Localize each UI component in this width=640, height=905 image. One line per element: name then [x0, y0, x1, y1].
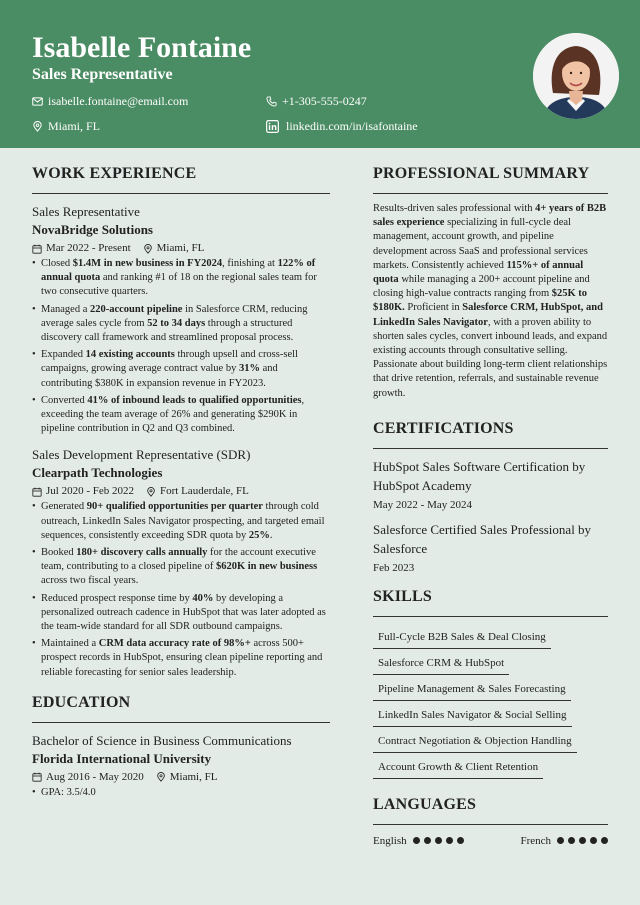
proficiency-dot	[424, 837, 431, 844]
proficiency-dot	[435, 837, 442, 844]
certification-name: Salesforce Certified Sales Professional by Salesforce	[373, 521, 592, 556]
skill-tag: Full-Cycle B2B Sales & Deal Closing	[373, 625, 551, 649]
right-column	[373, 160, 608, 847]
work-experience-list	[32, 202, 330, 680]
language-level-dots	[413, 837, 464, 844]
skills-heading: SKILLS	[373, 583, 608, 617]
education-meta	[32, 770, 330, 785]
proficiency-dot	[446, 837, 453, 844]
company-name: NovaBridge Solutions	[32, 222, 153, 237]
proficiency-dot	[413, 837, 420, 844]
proficiency-dot	[590, 837, 597, 844]
job-role: Sales Representative	[32, 204, 140, 219]
resume-header	[0, 0, 640, 148]
calendar-icon	[32, 244, 42, 254]
calendar-icon	[32, 487, 42, 497]
work-experience-heading: WORK EXPERIENCE	[32, 160, 330, 194]
degree: Bachelor of Science in Business Communications	[32, 732, 292, 748]
left-column	[32, 160, 330, 803]
job-role: Sales Development Representative (SDR)	[32, 447, 251, 463]
job-bullet: • Managed a 220-account pipeline in Salesforce CRM, reducing average sales cycle from 52 to 34 days through a structured discovery call framework and streamlined proposal process.	[32, 303, 330, 346]
email-contact[interactable]	[32, 93, 188, 109]
linkedin-text: linkedin.com/in/isafontaine	[286, 119, 418, 133]
job-meta	[32, 241, 330, 256]
company-name: Clearpath Technologies	[32, 465, 163, 481]
job-bullet: • Reduced prospect response time by 40% by developing a personalized outreach cadence in HubSpot that was later adopted as the team-wide standard for all SDR outbound campaigns.	[32, 592, 330, 635]
linkedin-icon	[266, 120, 279, 133]
location-pin-icon	[156, 772, 166, 782]
job-bullets	[32, 500, 330, 679]
languages-heading: LANGUAGES	[373, 791, 608, 825]
job-bullets	[32, 257, 330, 436]
certifications-heading: CERTIFICATIONS	[373, 415, 608, 449]
proficiency-dot	[601, 837, 608, 844]
proficiency-dot	[579, 837, 586, 844]
phone-contact[interactable]	[266, 93, 367, 109]
professional-summary-text: Results-driven sales professional with 4+ years of B2B sales experience specializing in full-cycle deal management, account growth, and pipeline development across SaaS and professional services markets. Consistently achieved 115%+ of annual quota while managing a 200+ account pipeline and closing high-value contracts ranging from $25K to $180K. Proficient in Salesforce CRM, HubSpot, and LinkedIn Sales Navigator, with a proven ability to shorten sales cycles, convert inbound leads, and expand existing accounts through consultative selling. Passionate about building long-term client relationships that drive retention, referrals, and sustainable revenue growth.	[373, 203, 608, 399]
phone-icon	[266, 96, 277, 107]
location-pin-icon	[32, 121, 43, 132]
email-text: isabelle.fontaine@email.com	[48, 94, 189, 108]
education-dates: Aug 2016 - May 2020	[46, 770, 144, 783]
candidate-name: Isabelle Fontaine	[32, 31, 252, 64]
job-dates: Jul 2020 - Feb 2022	[46, 485, 134, 498]
language-level-dots	[557, 837, 608, 844]
calendar-icon	[32, 772, 42, 782]
language-name: French	[520, 834, 551, 847]
location-pin-icon	[143, 244, 153, 254]
location-contact	[32, 118, 100, 134]
job-bullet: • Converted 41% of inbound leads to qualified opportunities, exceeding the team average of 26% and generating $290K in pipeline contribution in Q2 and Q3 combined.	[32, 394, 330, 437]
school-name: Florida International University	[32, 750, 212, 766]
phone-text: +1-305-555-0247	[282, 94, 367, 108]
skill-tag: Contract Negotiation & Objection Handling	[373, 729, 577, 753]
mail-icon	[32, 96, 43, 107]
job-bullet: • Expanded 14 existing accounts through upsell and cross-sell campaigns, growing average contract value by 31% and contributing $380K in expansion revenue in FY2023.	[32, 348, 330, 391]
skills-list	[373, 625, 608, 781]
languages-list	[373, 835, 608, 847]
job-location: Fort Lauderdale, FL	[160, 485, 249, 498]
work-entry	[32, 445, 330, 679]
job-meta	[32, 484, 330, 499]
candidate-title: Sales Representative	[32, 66, 173, 83]
skill-tag: Pipeline Management & Sales Forecasting	[373, 677, 571, 701]
language-item	[373, 835, 464, 847]
skill-tag: Account Growth & Client Retention	[373, 755, 543, 779]
proficiency-dot	[568, 837, 575, 844]
certification-date: Feb 2023	[373, 561, 415, 574]
location-text: Miami, FL	[48, 119, 101, 133]
education-heading: EDUCATION	[32, 689, 330, 723]
job-bullet: • Closed $1.4M in new business in FY2024, finishing at 122% of annual quota and ranking #1 of 18 on the regional sales team for two consecutive quarters.	[32, 257, 330, 300]
education-entry	[32, 731, 330, 800]
linkedin-contact[interactable]	[266, 118, 418, 134]
proficiency-dot	[457, 837, 464, 844]
certification-name: HubSpot Sales Software Certification by HubSpot Academy	[373, 458, 586, 493]
portrait-image	[533, 33, 619, 119]
profile-photo	[533, 33, 619, 119]
work-entry	[32, 202, 330, 436]
proficiency-dot	[557, 837, 564, 844]
job-bullet: • Generated 90+ qualified opportunities per quarter through cold outreach, LinkedIn Sales Navigator prospecting, and targeted email sequences, consistently exceeding SDR quota by 25%.	[32, 500, 330, 543]
education-location: Miami, FL	[169, 770, 218, 783]
job-bullet: • Maintained a CRM data accuracy rate of 98%+ across 500+ prospect records in HubSpot, ensuring clean pipeline reporting and reliable forecasting for senior sales leadership.	[32, 637, 330, 680]
language-name: English	[373, 834, 407, 847]
job-location: Miami, FL	[156, 242, 205, 254]
certification-date: May 2022 - May 2024	[373, 498, 472, 511]
location-pin-icon	[146, 487, 156, 497]
certifications-list	[373, 457, 608, 576]
skill-tag: Salesforce CRM & HubSpot	[373, 651, 509, 675]
professional-summary-heading: PROFESSIONAL SUMMARY	[373, 160, 608, 194]
job-bullet: • Booked 180+ discovery calls annually for the account executive team, contributing to a closed pipeline of $620K in new business across two fiscal years.	[32, 546, 330, 589]
skill-tag: LinkedIn Sales Navigator & Social Selling	[373, 703, 572, 727]
language-item	[520, 835, 608, 847]
gpa: • GPA: 3.5/4.0	[32, 786, 330, 800]
job-dates: Mar 2022 - Present	[46, 242, 131, 254]
